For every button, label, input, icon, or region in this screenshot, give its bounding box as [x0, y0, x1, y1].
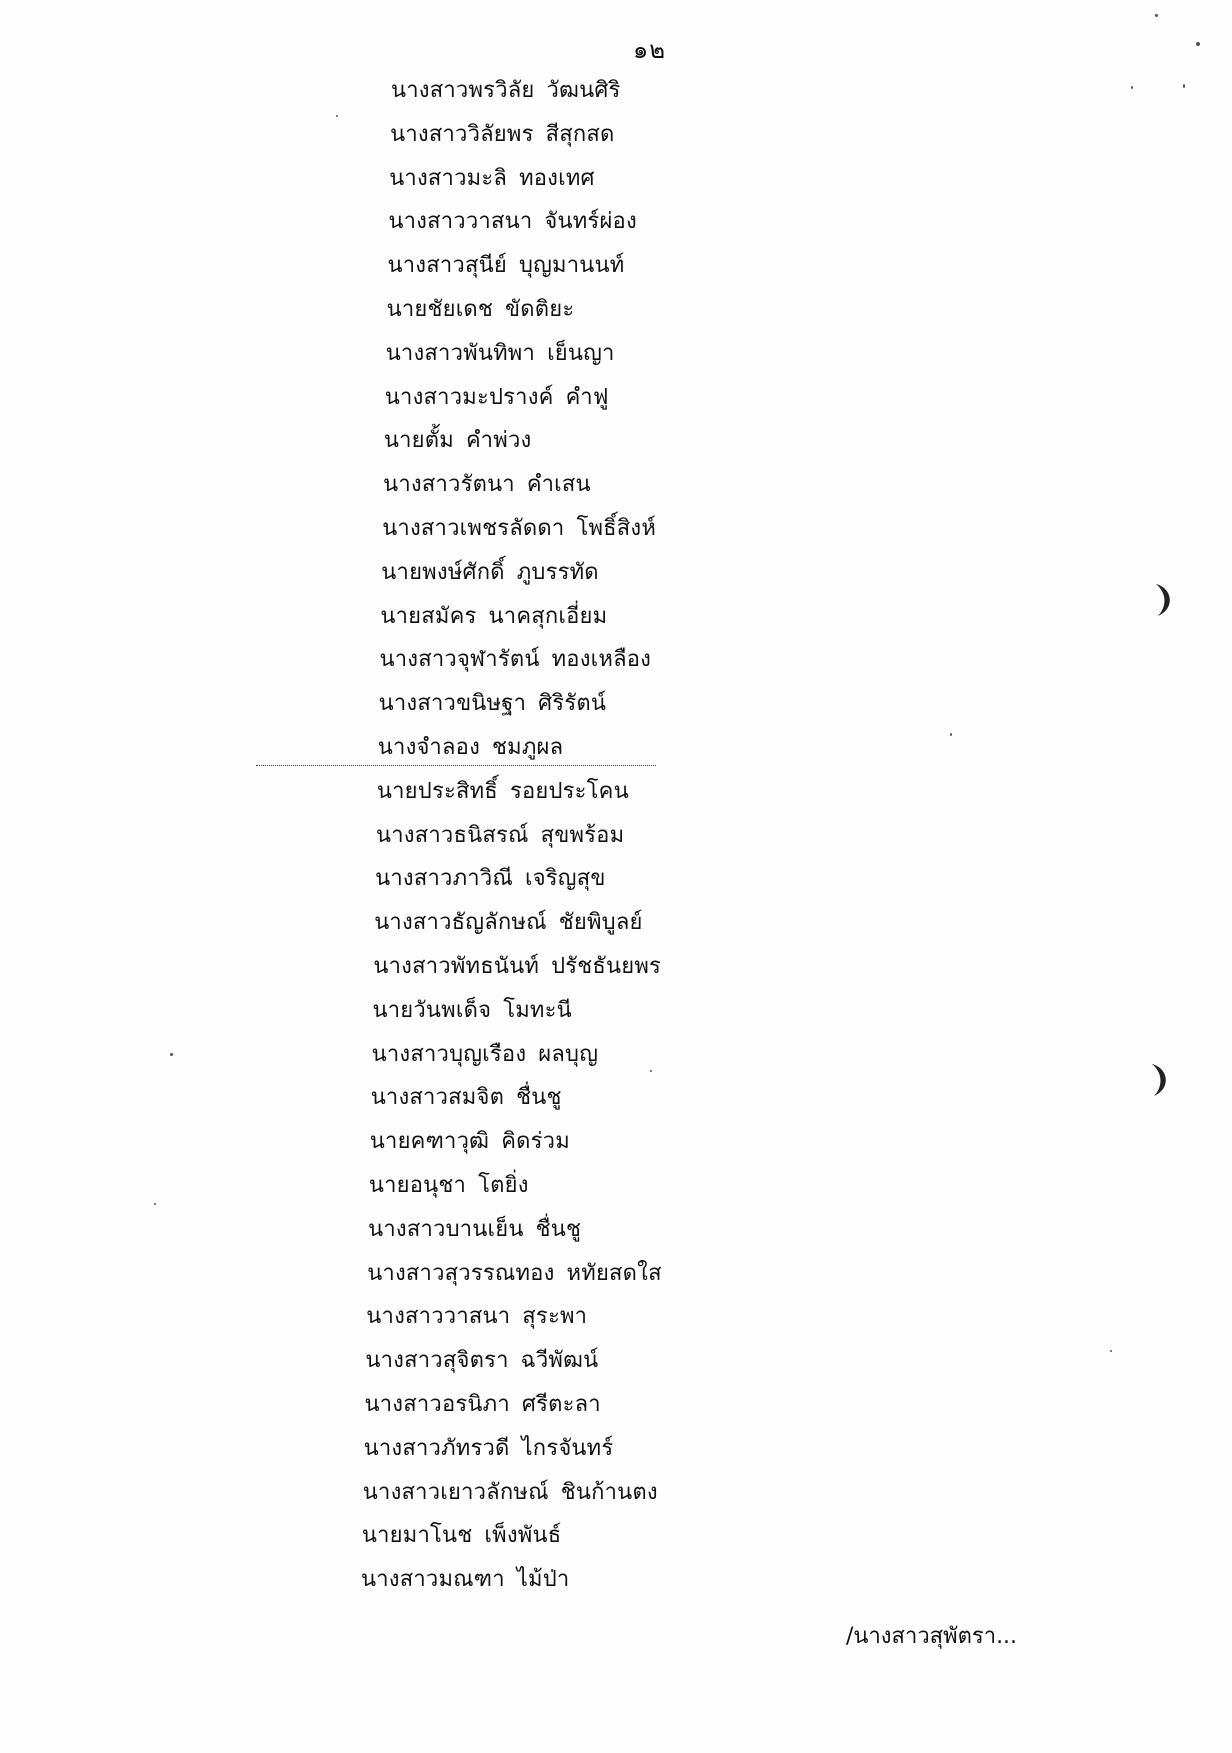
name-surname: ทองเทศ — [519, 165, 595, 191]
name-entry — [382, 514, 656, 544]
name-given: นายสมัคร — [380, 603, 477, 629]
name-surname: เย็นญา — [547, 340, 615, 366]
name-given: นางสาวจุฬารัตน์ — [379, 647, 540, 673]
name-surname: จันทร์ผ่อง — [544, 209, 637, 235]
name-given: นางสาววาสนา — [366, 1304, 511, 1330]
name-given: นางสาวรัตนา — [383, 472, 515, 498]
name-entry — [381, 558, 599, 588]
name-surname: นาคสุกเอี่ยม — [488, 603, 608, 629]
name-surname: วัฒนศิริ — [546, 78, 621, 103]
name-given: นางสาวสมจิต — [370, 1085, 505, 1111]
name-entry — [380, 602, 607, 632]
name-entry — [366, 1302, 587, 1332]
name-surname: ภูบรรทัด — [516, 559, 599, 585]
name-given: นางสาวเพชรลัดดา — [382, 516, 565, 541]
name-entry — [391, 76, 621, 106]
scan-speck — [336, 115, 338, 117]
name-entry — [365, 1390, 601, 1420]
name-entry — [362, 1521, 561, 1551]
name-surname: ชื่นชู — [516, 1085, 562, 1111]
name-surname: คำพ่วง — [465, 428, 532, 454]
name-surname: สีสุกสด — [545, 121, 615, 147]
name-entry — [363, 1478, 658, 1508]
name-given: นางสาวขนิษฐา — [378, 691, 527, 717]
name-given: นางสาวมะลิ — [389, 165, 508, 191]
name-entry — [377, 777, 629, 807]
name-entry — [378, 733, 564, 763]
name-given: นางสาววาสนา — [388, 209, 533, 235]
name-entry — [379, 689, 606, 719]
scan-speck — [1131, 86, 1133, 89]
name-given: นายคฑาวุฒิ — [369, 1129, 490, 1155]
name-surname: ชินก้านตง — [560, 1479, 658, 1505]
name-given: นางสาวพันทิพา — [385, 340, 536, 366]
name-entry — [389, 164, 595, 194]
name-surname: ไกรจันทร์ — [521, 1435, 614, 1461]
name-given: นางจำลอง — [377, 735, 481, 760]
name-entry — [380, 645, 652, 675]
name-entry — [385, 383, 609, 413]
scan-speck — [650, 1070, 652, 1072]
name-given: นายชัยเดช — [386, 297, 494, 322]
scan-speck — [1155, 14, 1158, 17]
name-surname: เพ็งพันธ์ — [484, 1523, 562, 1549]
name-surname: โมทะนี — [503, 997, 572, 1023]
name-surname: สุระพา — [522, 1304, 588, 1330]
name-surname: ปรัชธันยพร — [551, 954, 662, 979]
name-given: นายประสิทธิ์ — [376, 778, 498, 804]
scan-speck — [170, 1053, 173, 1056]
name-given: นางสาวธนิสรณ์ — [376, 822, 529, 848]
name-entry — [390, 120, 614, 150]
name-surname: โพธิ์สิงห์ — [576, 516, 657, 541]
name-given: นางสาวพรวิลัย — [391, 78, 535, 103]
name-given: นางสาวเยาวลักษณ์ — [362, 1479, 549, 1505]
name-entry — [371, 1083, 562, 1113]
name-entry — [374, 908, 642, 938]
binder-hole-mark-upper — [1150, 582, 1176, 618]
name-surname: คิดร่วม — [501, 1129, 570, 1155]
name-surname: ผลบุญ — [538, 1041, 599, 1067]
name-entry — [367, 1259, 662, 1289]
name-entry — [373, 996, 572, 1026]
name-given: นายวันพเด็จ — [372, 997, 492, 1023]
name-surname: รอยประโคน — [509, 778, 629, 804]
page-number: ๑๒ — [633, 36, 667, 64]
name-surname: ชมภูผล — [492, 735, 564, 760]
name-entry — [386, 339, 615, 369]
name-entry — [364, 1434, 614, 1464]
name-surname: ทองเหลือง — [551, 647, 652, 673]
name-given: นายอนุชา — [368, 1173, 467, 1198]
name-surname: ขัดติยะ — [505, 297, 575, 322]
binder-hole-mark-lower — [1146, 1062, 1172, 1098]
name-given: นางสาวสุนีย์ — [387, 253, 507, 279]
name-given: นางสาวพัทธนันท์ — [373, 954, 540, 979]
name-entry — [375, 864, 606, 894]
name-entry — [370, 1127, 570, 1157]
name-surname: ศรีตะลา — [521, 1392, 601, 1417]
name-given: นางสาวสุจิตรา — [365, 1348, 509, 1374]
name-surname: บุญมานนท์ — [518, 253, 625, 279]
name-surname: ฉวีพัฒน์ — [520, 1348, 599, 1374]
name-surname: ไม้ป่า — [516, 1567, 570, 1593]
name-given: นางสาวสุวรรณทอง — [367, 1260, 555, 1286]
name-given: นางสาวมะปรางค์ — [384, 384, 554, 410]
name-entry — [368, 1215, 581, 1245]
name-surname: ชื่นชู — [535, 1216, 582, 1242]
name-given: นางสาวธัญลักษณ์ — [374, 910, 547, 936]
scan-speck — [950, 733, 952, 736]
name-entry — [384, 426, 532, 456]
name-given: นางสาวมณฑา — [361, 1567, 505, 1593]
name-surname: หทัยสดใส — [566, 1260, 662, 1286]
name-given: นางสาวบุญเรือง — [371, 1041, 527, 1067]
name-surname: สุขพร้อม — [540, 822, 625, 848]
name-given: นายตั้ม — [383, 428, 454, 454]
name-given: นายพงษ์ศักดิ์ — [381, 559, 505, 585]
name-entry — [372, 1040, 599, 1070]
name-given: นางสาววิลัยพร — [390, 121, 534, 147]
name-surname: ชัยพิบูลย์ — [558, 910, 643, 936]
name-entry — [388, 207, 637, 237]
continuation-marker: /นางสาวสุพัตรา... — [846, 1624, 1018, 1649]
name-given: นางสาวอรนิภา — [364, 1392, 510, 1417]
name-entry — [387, 295, 575, 325]
name-entry — [383, 470, 591, 500]
name-entry — [369, 1171, 529, 1201]
name-entry — [373, 952, 661, 982]
name-surname: คำเสน — [526, 472, 591, 498]
scan-speck — [1196, 42, 1200, 46]
name-surname: เจริญสุข — [524, 866, 606, 892]
name-given: นายมาโนช — [361, 1523, 473, 1549]
name-given: นางสาวบานเย็น — [368, 1216, 524, 1242]
scan-speck — [1183, 84, 1185, 88]
name-surname: คำฟู — [565, 384, 609, 410]
name-given: นางสาวภัทรวดี — [363, 1435, 510, 1461]
name-entry — [361, 1565, 569, 1595]
name-entry — [376, 821, 624, 851]
name-entry — [388, 251, 625, 281]
scan-speck — [1110, 1350, 1112, 1352]
scan-speck — [154, 1203, 156, 1205]
name-entry — [365, 1346, 598, 1376]
name-surname: ศิริรัตน์ — [538, 691, 607, 717]
name-surname: โตยิ่ง — [478, 1173, 529, 1198]
name-given: นางสาวภาวิณี — [375, 866, 513, 892]
